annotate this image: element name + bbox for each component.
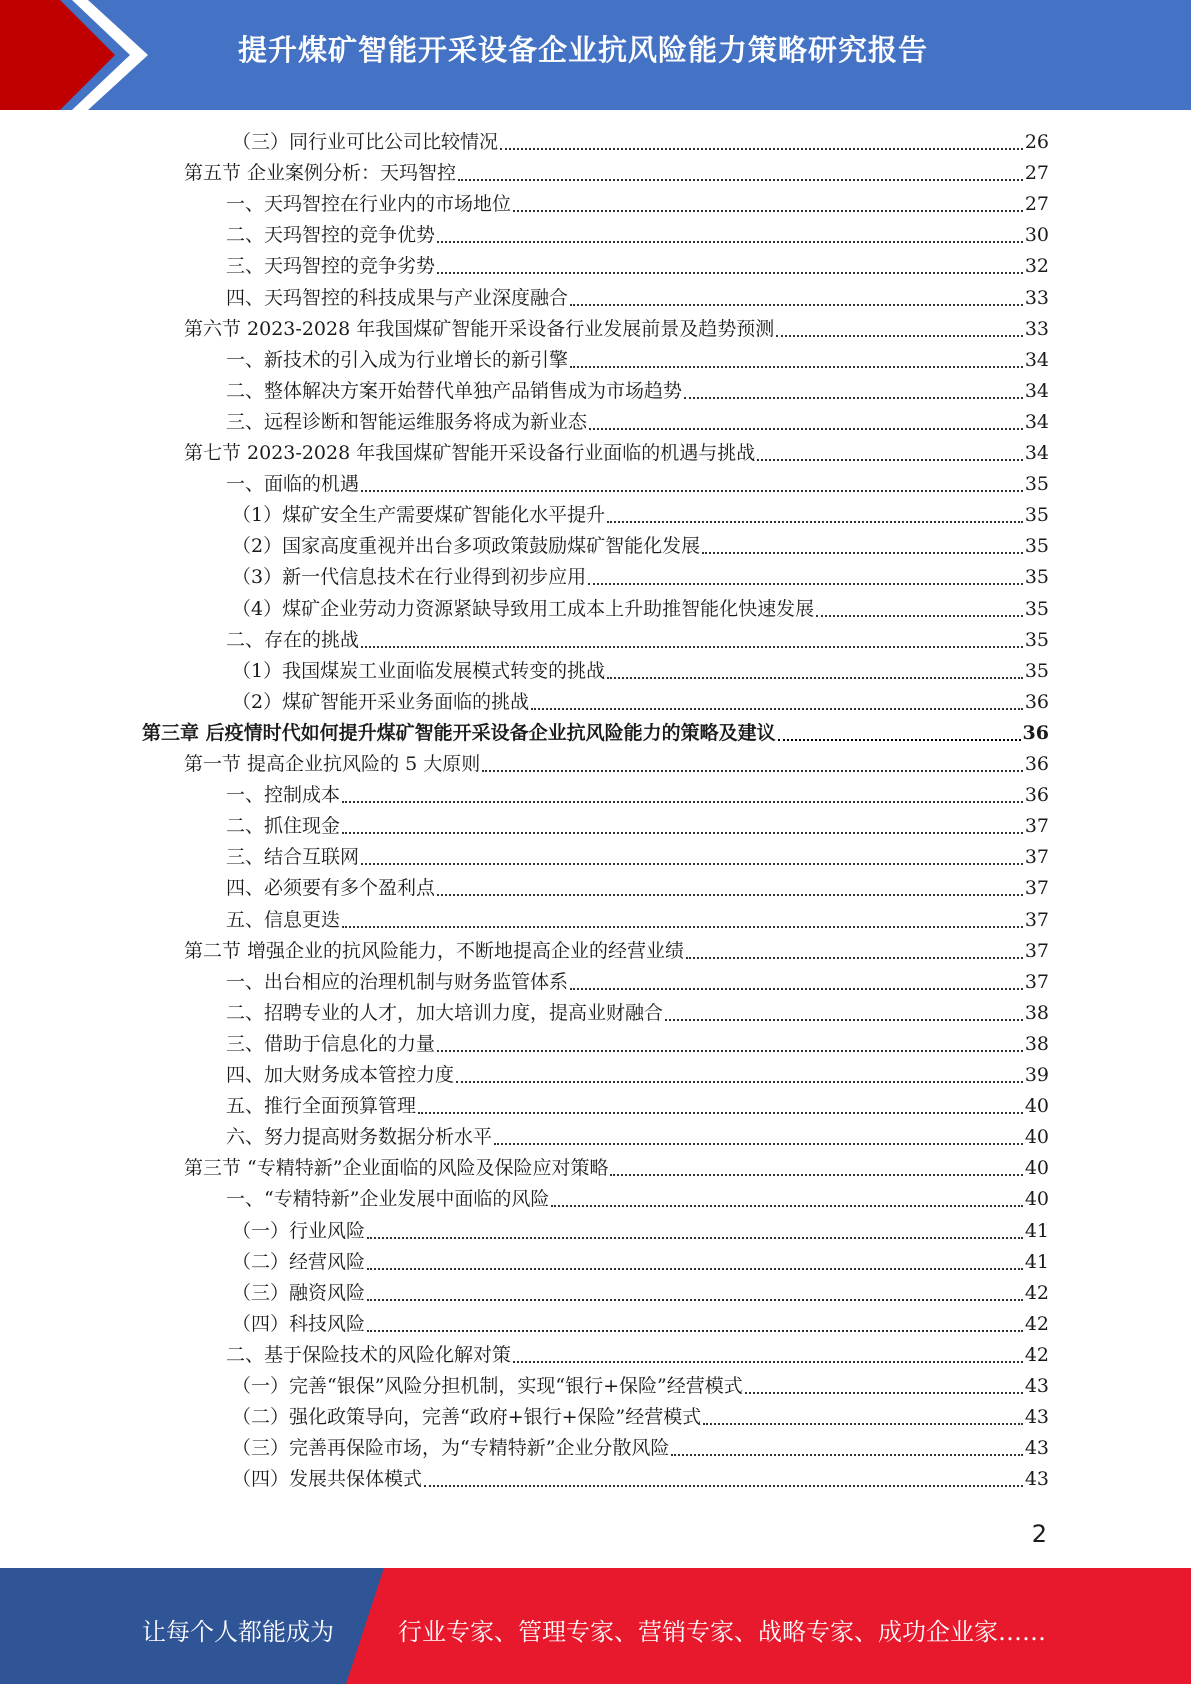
toc-entry-page: 38 (1024, 1032, 1049, 1055)
toc-leader-dots (500, 148, 1023, 150)
toc-entry-label: 一、控制成本 (226, 784, 341, 807)
toc-entry-page: 41 (1024, 1219, 1049, 1242)
toc-leader-dots (458, 179, 1023, 181)
toc-entry-page: 35 (1024, 597, 1049, 620)
toc-entry-page: 33 (1024, 317, 1049, 340)
toc-entry[interactable] (184, 313, 1049, 341)
toc-entry-page: 40 (1024, 1095, 1049, 1118)
toc-leader-dots (494, 1143, 1023, 1145)
toc-entry-page: 35 (1024, 473, 1049, 496)
toc-entry[interactable] (232, 686, 1049, 714)
toc-entry-page: 35 (1024, 659, 1049, 682)
toc-entry[interactable] (226, 904, 1049, 932)
toc-entry-page: 35 (1024, 535, 1049, 558)
toc-entry[interactable] (226, 1028, 1049, 1056)
toc-entry[interactable] (226, 841, 1049, 869)
toc-entry[interactable] (226, 1059, 1049, 1087)
toc-entry[interactable] (232, 1246, 1049, 1274)
toc-entry[interactable] (226, 188, 1049, 216)
toc-leader-dots (424, 1485, 1023, 1487)
toc-entry-page: 37 (1024, 877, 1049, 900)
toc-leader-dots (513, 210, 1023, 212)
toc-entry-label: 五、信息更迭 (226, 908, 341, 931)
toc-entry-label: （三）融资风险 (232, 1281, 366, 1304)
toc-entry[interactable] (184, 157, 1049, 185)
toc-entry[interactable] (226, 406, 1049, 434)
toc-entry[interactable] (226, 966, 1049, 994)
toc-entry-page: 36 (1024, 690, 1049, 713)
toc-entry[interactable] (226, 468, 1049, 496)
toc-leader-dots (367, 1237, 1023, 1239)
toc-entry-label: 二、抓住现金 (226, 815, 341, 838)
toc-entry[interactable] (226, 624, 1049, 652)
toc-leader-dots (437, 894, 1023, 896)
toc-entry-label: 第三节 “专精特新”企业面临的风险及保险应对策略 (184, 1157, 609, 1180)
toc-entry-label: 第五节 企业案例分析：天玛智控 (184, 162, 457, 185)
toc-entry-label: （2）国家高度重视并出台多项政策鼓励煤矿智能化发展 (232, 535, 701, 558)
toc-entry[interactable] (232, 1432, 1049, 1460)
toc-entry-page: 37 (1024, 815, 1049, 838)
toc-leader-dots (361, 490, 1023, 492)
toc-entry[interactable] (184, 1152, 1049, 1180)
toc-entry-label: （一）完善“银保”风险分担机制，实现“银行+保险”经营模式 (232, 1375, 743, 1397)
toc-entry-label: （3）新一代信息技术在行业得到初步应用 (232, 566, 587, 589)
toc-entry[interactable] (226, 872, 1049, 900)
toc-entry-label: 第七节 2023-2028 年我国煤矿智能开采设备行业面临的机遇与挑战 (184, 442, 756, 464)
toc-entry-page: 26 (1024, 131, 1049, 153)
toc-entry-label: 第三章 后疫情时代如何提升煤矿智能开采设备企业抗风险能力的策略及建议 (142, 721, 776, 744)
toc-leader-dots (776, 335, 1023, 337)
toc-entry-label: 二、天玛智控的竞争优势 (226, 224, 436, 247)
toc-entry-label: 二、招聘专业的人才，加大培训力度，提高业财融合 (226, 1001, 664, 1024)
document-title: 提升煤矿智能开采设备企业抗风险能力策略研究报告 (238, 33, 929, 67)
toc-entry-page: 41 (1024, 1250, 1049, 1273)
toc-leader-dots (607, 521, 1023, 523)
toc-entry[interactable] (226, 810, 1049, 838)
toc-entry-label: 一、面临的机遇 (226, 473, 360, 496)
toc-entry-page: 42 (1024, 1281, 1049, 1304)
toc-leader-dots (589, 428, 1023, 430)
toc-entry[interactable] (226, 282, 1049, 310)
toc-leader-dots (367, 1299, 1023, 1301)
toc-leader-dots (607, 677, 1023, 679)
toc-entry[interactable] (232, 1463, 1049, 1491)
toc-leader-dots (703, 1423, 1023, 1425)
toc-entry-page: 34 (1024, 379, 1049, 402)
toc-entry-page: 35 (1024, 628, 1049, 651)
toc-leader-dots (686, 957, 1023, 959)
toc-entry[interactable] (226, 219, 1049, 247)
header-arrow-icon (0, 0, 160, 110)
header-banner (0, 0, 1191, 110)
toc-entry-page: 35 (1024, 566, 1049, 589)
toc-entry[interactable] (232, 593, 1049, 621)
toc-entry-page: 38 (1024, 1001, 1049, 1024)
toc-entry-label: 四、必须要有多个盈利点 (226, 877, 436, 900)
toc-entry-label: 三、借助于信息化的力量 (226, 1032, 436, 1055)
toc-entry-page: 36 (1022, 721, 1049, 744)
toc-entry-label: （四）发展共保体模式 (232, 1468, 423, 1491)
toc-entry-page: 40 (1024, 1126, 1049, 1149)
toc-entry-label: 三、天玛智控的竞争劣势 (226, 255, 436, 278)
toc-entry[interactable] (232, 1215, 1049, 1243)
toc-leader-dots (551, 1205, 1022, 1207)
toc-entry-page: 34 (1024, 410, 1049, 433)
footer-slogan-right: 行业专家、管理专家、营销专家、战略专家、成功企业家…… (398, 1618, 1046, 1646)
footer-banner (0, 1568, 1191, 1684)
toc-leader-dots (816, 615, 1023, 617)
toc-entry-page: 37 (1024, 939, 1049, 962)
toc-entry-label: 一、新技术的引入成为行业增长的新引擎 (226, 348, 569, 371)
toc-leader-dots (367, 1268, 1023, 1270)
toc-entry-page: 37 (1024, 908, 1049, 931)
toc-entry-label: 三、远程诊断和智能运维服务将成为新业态 (226, 410, 588, 433)
toc-leader-dots (482, 770, 1023, 772)
toc-leader-dots (757, 459, 1023, 461)
toc-leader-dots (361, 646, 1023, 648)
toc-entry-page: 43 (1024, 1375, 1049, 1397)
toc-entry[interactable] (232, 1370, 1049, 1398)
toc-leader-dots (531, 708, 1023, 710)
toc-leader-dots (588, 583, 1023, 585)
toc-entry[interactable] (226, 375, 1049, 403)
toc-entry-label: （三）完善再保险市场，为“专精特新”企业分散风险 (232, 1437, 670, 1460)
toc-entry-label: 第一节 提高企业抗风险的 5 大原则 (184, 753, 481, 775)
toc-entry-page: 34 (1024, 348, 1049, 371)
page-number: 2 (1031, 1520, 1047, 1548)
toc-entry-label: 三、结合互联网 (226, 846, 360, 869)
footer-slogan-left: 让每个人都能成为 (142, 1618, 334, 1646)
toc-entry-page: 43 (1024, 1406, 1049, 1429)
toc-leader-dots (745, 1392, 1023, 1394)
toc-entry-label: 五、推行全面预算管理 (226, 1095, 417, 1118)
toc-entry-label: （1）我国煤炭工业面临发展模式转变的挑战 (232, 659, 606, 682)
toc-entry-label: 一、“专精特新”企业发展中面临的风险 (226, 1188, 550, 1211)
toc-entry-page: 39 (1024, 1064, 1049, 1086)
toc-entry-page: 32 (1024, 255, 1049, 278)
toc-entry-page: 36 (1024, 753, 1049, 775)
toc-leader-dots (437, 241, 1023, 243)
toc-leader-dots (342, 832, 1023, 834)
toc-leader-dots (437, 1050, 1023, 1052)
toc-entry-label: 第六节 2023-2028 年我国煤矿智能开采设备行业发展前景及趋势预测 (184, 317, 775, 340)
toc-entry-page: 37 (1024, 970, 1049, 993)
toc-entry-label: （1）煤矿安全生产需要煤矿智能化水平提升 (232, 504, 606, 527)
toc-leader-dots (570, 304, 1023, 306)
toc-entry[interactable] (232, 1401, 1049, 1429)
toc-leader-dots (665, 1019, 1023, 1021)
toc-entry[interactable] (226, 1183, 1049, 1211)
toc-entry-label: 二、存在的挑战 (226, 628, 360, 651)
toc-entry-label: 二、基于保险技术的风险化解对策 (226, 1343, 512, 1366)
toc-entry-label: 第二节 增强企业的抗风险能力，不断地提高企业的经营业绩 (184, 939, 685, 962)
toc-entry-page: 40 (1024, 1157, 1049, 1180)
toc-entry[interactable] (232, 499, 1049, 527)
toc-entry[interactable] (232, 655, 1049, 683)
toc-entry-label: 一、出台相应的治理机制与财务监管体系 (226, 970, 569, 993)
toc-entry-page: 43 (1024, 1437, 1049, 1460)
toc-entry-label: （4）煤矿企业劳动力资源紧缺导致用工成本上升助推智能化快速发展 (232, 597, 815, 620)
toc-leader-dots (684, 397, 1023, 399)
toc-leader-dots (456, 1081, 1023, 1083)
toc-entry[interactable] (232, 1308, 1049, 1336)
toc-entry[interactable] (232, 1277, 1049, 1305)
toc-leader-dots (342, 926, 1023, 928)
toc-entry-label: （二）经营风险 (232, 1250, 366, 1273)
toc-entry[interactable] (226, 344, 1049, 372)
toc-entry-page: 36 (1024, 784, 1049, 807)
toc-entry-page: 42 (1024, 1312, 1049, 1335)
toc-entry[interactable] (226, 1339, 1049, 1367)
toc-entry-page: 40 (1024, 1188, 1049, 1211)
toc-entry[interactable] (142, 717, 1049, 745)
toc-entry-page: 27 (1024, 162, 1049, 185)
toc-entry-page: 37 (1024, 846, 1049, 869)
toc-entry-label: （二）强化政策导向，完善“政府+银行+保险”经营模式 (232, 1406, 702, 1429)
toc-leader-dots (367, 1330, 1023, 1332)
toc-leader-dots (671, 1454, 1022, 1456)
toc-leader-dots (702, 552, 1023, 554)
toc-entry-label: （四）科技风险 (232, 1312, 366, 1335)
toc-entry[interactable] (226, 1121, 1049, 1149)
toc-entry[interactable] (226, 250, 1049, 278)
toc-entry-page: 34 (1024, 442, 1049, 464)
toc-leader-dots (418, 1112, 1023, 1114)
toc-entry-page: 43 (1024, 1468, 1049, 1491)
toc-entry[interactable] (226, 779, 1049, 807)
toc-leader-dots (437, 272, 1023, 274)
toc-entry-label: （一）行业风险 (232, 1219, 366, 1242)
toc-entry-page: 30 (1024, 224, 1049, 247)
toc-entry-label: 六、努力提高财务数据分析水平 (226, 1126, 493, 1149)
toc-entry-label: （三）同行业可比公司比较情况 (232, 131, 499, 153)
toc-entry[interactable] (232, 561, 1049, 589)
toc-leader-dots (570, 988, 1023, 990)
toc-entry-label: （2）煤矿智能开采业务面临的挑战 (232, 690, 530, 713)
toc-entry-label: 四、加大财务成本管控力度 (226, 1064, 455, 1086)
toc-entry[interactable] (226, 1090, 1049, 1118)
toc-entry[interactable] (184, 935, 1049, 963)
toc-leader-dots (778, 739, 1021, 741)
toc-entry[interactable] (232, 126, 1049, 154)
toc-entry-page: 42 (1024, 1343, 1049, 1366)
toc-entry-page: 35 (1024, 504, 1049, 527)
toc-entry-page: 27 (1024, 193, 1049, 216)
toc-entry-label: 二、整体解决方案开始替代单独产品销售成为市场趋势 (226, 379, 683, 402)
toc-leader-dots (513, 1361, 1023, 1363)
toc-leader-dots (342, 801, 1023, 803)
toc-entry[interactable] (232, 530, 1049, 558)
toc-entry[interactable] (184, 437, 1049, 465)
toc-leader-dots (361, 863, 1023, 865)
toc-entry-label: 四、天玛智控的科技成果与产业深度融合 (226, 286, 569, 309)
toc-entry-page: 33 (1024, 286, 1049, 309)
toc-leader-dots (610, 1174, 1022, 1176)
toc-entry[interactable] (226, 997, 1049, 1025)
toc-leader-dots (570, 366, 1023, 368)
toc-entry[interactable] (184, 748, 1049, 776)
toc-entry-label: 一、天玛智控在行业内的市场地位 (226, 193, 512, 216)
